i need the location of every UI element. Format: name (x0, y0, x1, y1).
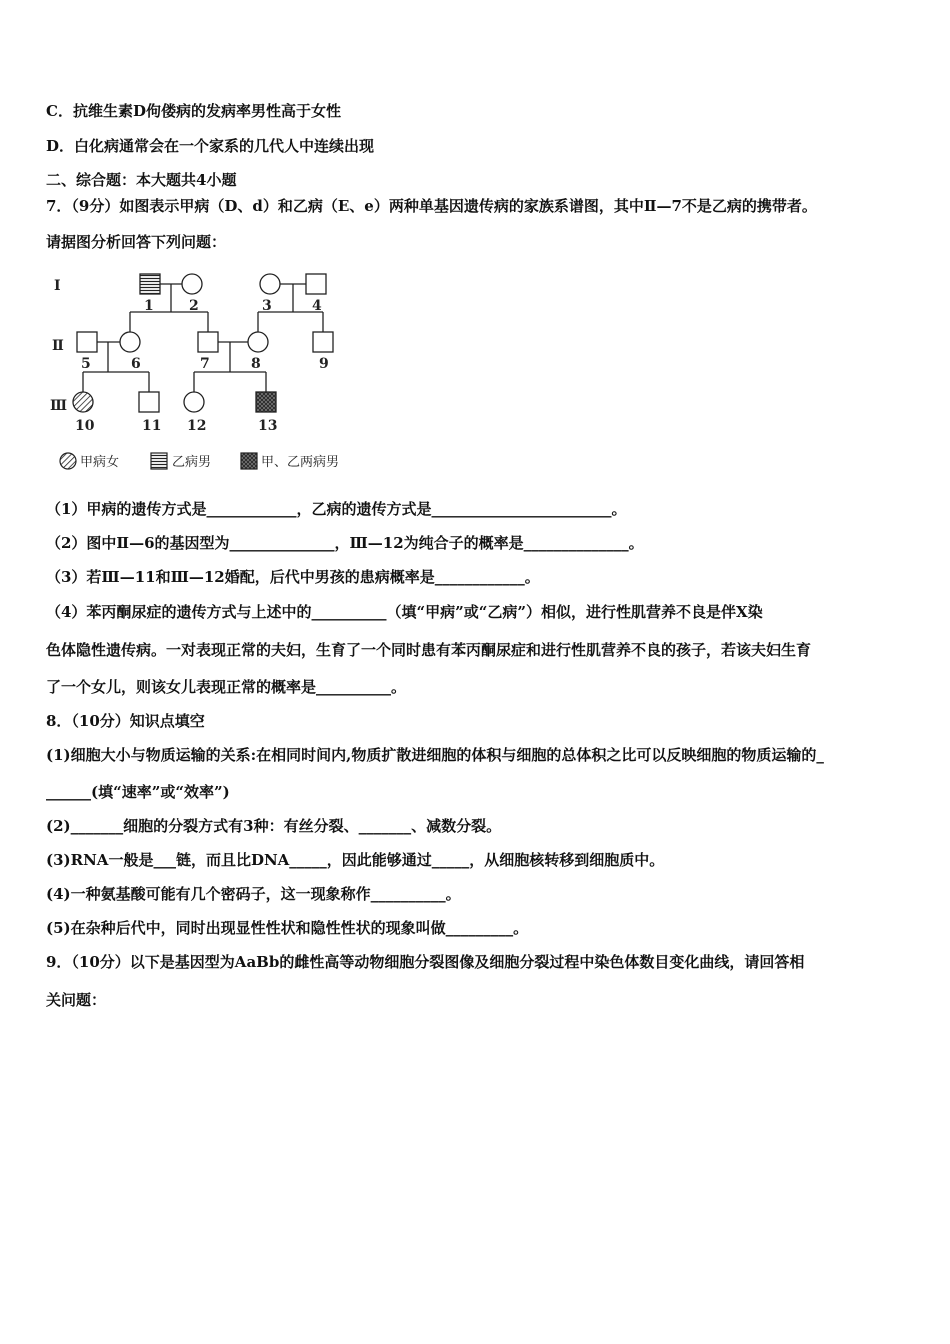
label-4: 4 (312, 298, 322, 314)
q8-part-1-line-1: (1)细胞大小与物质运输的关系:在相同时间内,物质扩散进细胞的体积与细胞的总体积之比可以反映细胞的物质运输的_ (46, 746, 824, 764)
label-5: 5 (81, 356, 91, 372)
label-2: 2 (189, 298, 199, 314)
gen-label-1: I (54, 278, 61, 294)
label-13: 13 (258, 418, 278, 434)
individual-1 (140, 274, 160, 294)
section-heading: 二、综合题：本大题共4小题 (46, 171, 237, 189)
q8-part-5: (5)在杂种后代中，同时出现显性性状和隐性性状的现象叫做_________。 (46, 919, 529, 937)
individual-11 (139, 392, 159, 412)
option-c: C．抗维生素D佝偻病的发病率男性高于女性 (46, 102, 341, 120)
label-3: 3 (262, 298, 272, 314)
individual-7 (198, 332, 218, 352)
individual-2 (182, 274, 202, 294)
gen-label-2: Ⅱ (52, 338, 64, 354)
q7-part-4-line-2: 色体隐性遗传病。一对表现正常的夫妇，生育了一个同时患有苯丙酮尿症和进行性肌营养不良的孩子，若该夫妇生育 (46, 641, 812, 659)
q7-part-4-line-3: 了一个女儿，则该女儿表现正常的概率是__________。 (46, 678, 407, 696)
individual-13 (256, 392, 276, 412)
label-11: 11 (142, 418, 162, 434)
q8-part-2: (2)_______细胞的分裂方式有3种：有丝分裂、_______、减数分裂。 (46, 817, 502, 835)
label-1: 1 (144, 298, 154, 314)
question-9-stem-line-2: 关问题： (46, 991, 107, 1009)
gen-label-3: Ⅲ (50, 398, 68, 414)
pedigree-chart (48, 262, 378, 484)
q7-part-2: （2）图中Ⅱ—6的基因型为______________，Ⅲ—12为纯合子的概率是______________。 (46, 534, 644, 552)
question-7-stem: 7．（9分）如图表示甲病（D、d）和乙病（E、e）两种单基因遗传病的家族系谱图，其中Ⅱ—7不是乙病的携带者。 (46, 197, 817, 215)
legend-both-male: 甲、乙两病男 (261, 455, 340, 470)
q8-part-1-line-2: ______(填“速率”或“效率”) (46, 783, 230, 801)
label-10: 10 (75, 418, 95, 434)
q7-part-4-line-1: （4）苯丙酮尿症的遗传方式与上述中的__________（填“甲病”或“乙病”）相似，进行性肌营养不良是伴X染 (46, 603, 763, 621)
label-8: 8 (251, 356, 261, 372)
individual-5 (77, 332, 97, 352)
q7-part-1: （1）甲病的遗传方式是____________，乙病的遗传方式是________________________。 (46, 500, 627, 518)
label-12: 12 (187, 418, 207, 434)
legend-icon-jia-female (60, 453, 76, 469)
label-6: 6 (131, 356, 141, 372)
label-9: 9 (319, 356, 329, 372)
individual-10 (73, 392, 93, 412)
q8-part-4: (4)一种氨基酸可能有几个密码子，这一现象称作__________。 (46, 885, 461, 903)
pedigree-svg (48, 262, 378, 484)
legend-yi-male: 乙病男 (172, 455, 212, 470)
legend-icon-yi-male (151, 453, 167, 469)
legend-jia-female: 甲病女 (80, 455, 120, 470)
individual-12 (184, 392, 204, 412)
option-d: D．白化病通常会在一个家系的几代人中连续出现 (46, 137, 375, 155)
q8-part-3: (3)RNA一般是___链，而且比DNA_____，因此能够通过_____，从细胞核转移到细胞质中。 (46, 851, 665, 869)
individual-3 (260, 274, 280, 294)
question-7-prompt: 请据图分析回答下列问题： (46, 233, 227, 251)
legend-icon-both-male (241, 453, 257, 469)
question-8-stem: 8．（10分）知识点填空 (46, 712, 205, 730)
individual-8 (248, 332, 268, 352)
individual-4 (306, 274, 326, 294)
individual-9 (313, 332, 333, 352)
label-7: 7 (200, 356, 210, 372)
individual-6 (120, 332, 140, 352)
question-9-stem-line-1: 9．（10分）以下是基因型为AaBb的雌性高等动物细胞分裂图像及细胞分裂过程中染色体数目变化曲线，请回答相 (46, 953, 805, 971)
q7-part-3: （3）若Ⅲ—11和Ⅲ—12婚配，后代中男孩的患病概率是____________。 (46, 568, 540, 586)
